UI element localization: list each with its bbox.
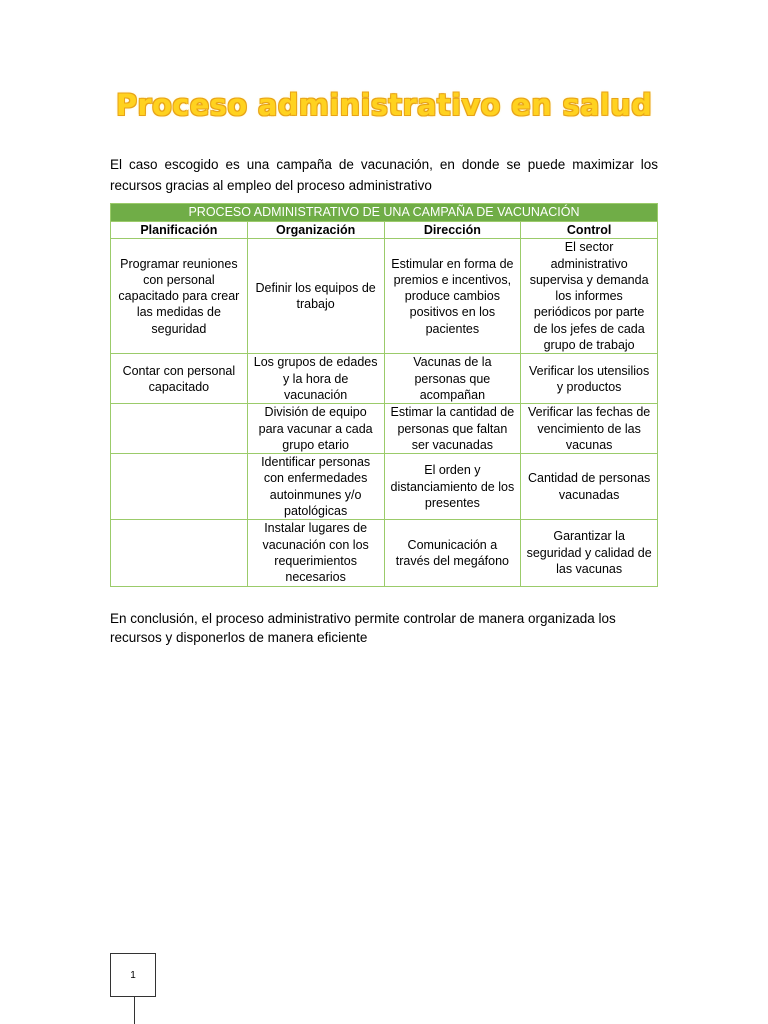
table-row [111,239,658,354]
table-cell: Garantizar la seguridad y calidad de las vacunas [521,520,658,586]
header-control: Control [521,222,658,239]
admin-process-table [110,203,658,587]
table-cell: Contar con personal capacitado [111,354,248,404]
table-cell: Programar reuniones con personal capacitado para crear las medidas de seguridad [111,239,248,354]
table-cell: Los grupos de edades y la hora de vacunación [247,354,384,404]
table-cell: Definir los equipos de trabajo [247,239,384,354]
table-header-row [111,222,658,239]
header-organizacion: Organización [247,222,384,239]
table-cell: Verificar las fechas de vencimiento de las vacunas [521,404,658,454]
table-row [111,404,658,454]
table-cell: Verificar los utensilios y productos [521,354,658,404]
table-cell: Instalar lugares de vacunación con los requerimientos necesarios [247,520,384,586]
table-cell [111,520,248,586]
page-number: 1 [130,969,136,981]
table-cell: El sector administrativo supervisa y demanda los informes periódicos por parte de los jefes de cada grupo de trabajo [521,239,658,354]
table-cell: Estimar la cantidad de personas que faltan ser vacunadas [384,404,521,454]
table-cell: Identificar personas con enfermedades autoinmunes y/o patológicas [247,454,384,520]
table-cell: Comunicación a través del megáfono [384,520,521,586]
table-row [111,454,658,520]
table-cell [111,404,248,454]
table-row [111,354,658,404]
table-caption-row [111,204,658,222]
page-number-box [110,953,156,997]
document-title: Proceso administrativo en salud [115,88,653,122]
table-cell: División de equipo para vacunar a cada grupo etario [247,404,384,454]
table-cell: Estimular en forma de premios e incentivos, produce cambios positivos en los pacientes [384,239,521,354]
table-cell [111,454,248,520]
header-planificacion: Planificación [111,222,248,239]
intro-paragraph: El caso escogido es una campaña de vacunación, en donde se puede maximizar los recursos gracias al empleo del proceso administrativo [110,157,658,193]
table-row [111,520,658,586]
table-cell: El orden y distanciamiento de los presentes [384,454,521,520]
header-direccion: Dirección [384,222,521,239]
table-caption: PROCESO ADMINISTRATIVO DE UNA CAMPAÑA DE VACUNACIÓN [111,204,658,222]
page-number-connector [134,996,135,1024]
table-cell: Vacunas de la personas que acompañan [384,354,521,404]
table-cell: Cantidad de personas vacunadas [521,454,658,520]
conclusion-paragraph: En conclusión, el proceso administrativo permite controlar de manera organizada los recursos y disponerlos de manera eficiente [110,611,616,645]
